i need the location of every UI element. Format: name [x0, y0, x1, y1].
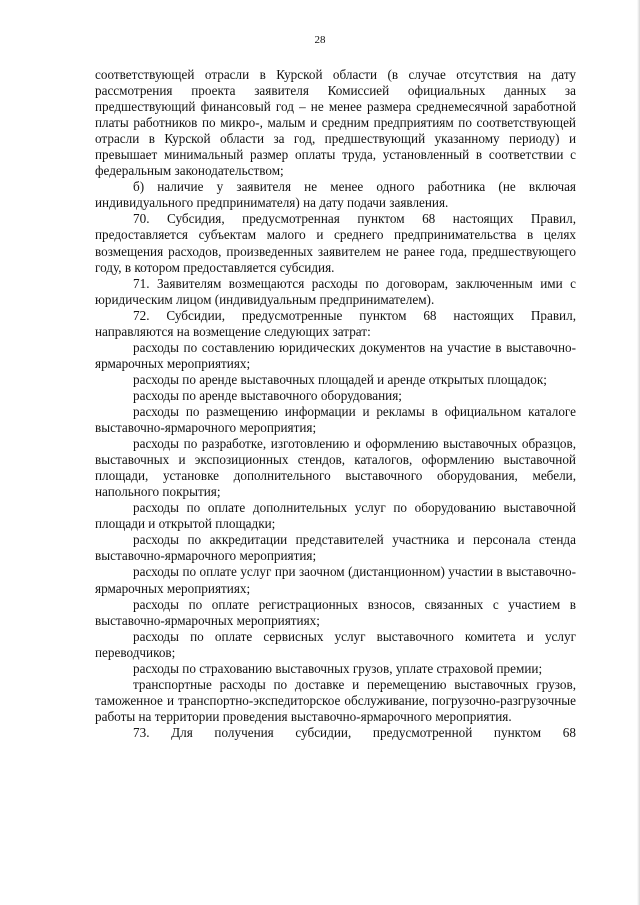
expense-item: расходы по размещению информации и рекламы в официальном каталоге выставочно-ярмарочного мероприятия;: [95, 403, 576, 436]
paragraph-73: 73. Для получения субсидии, предусмотренной пунктом 68: [133, 724, 576, 740]
expense-item: расходы по оплате сервисных услуг выставочного комитета и услуг переводчиков;: [95, 628, 576, 660]
expense-item: расходы по оплате услуг при заочном (дистанционном) участии в выставочно-ярмарочных мероприятиях;: [95, 564, 576, 596]
paragraph-71: 71. Заявителям возмещаются расходы по договорам, заключенным ими с юридическим лицом (индивидуальным предпринимателем).: [95, 275, 576, 307]
paragraph-continuation: соответствующей отрасли в Курской области (в случае отсутствия на дату рассмотрения проекта заявителя Комиссией официальных данных за предшествующий финансовый год – не менее размера среднемесячной заработной платы работников по микро-, малым и средним предприятиям по соответствующей отрасли в Курской области за год, предшествующий указанному периоду) и превышает минимальный размер оплаты труда, установленный в соответствии с федеральным законодательством;: [95, 67, 576, 179]
expense-item: расходы по аккредитации представителей участника и персонала стенда выставочно-ярмарочного мероприятия;: [95, 532, 576, 564]
expense-item: расходы по страхованию выставочных грузов, уплате страховой премии;: [133, 660, 543, 676]
paragraph-72: 72. Субсидии, предусмотренные пунктом 68 настоящих Правил, направляются на возмещение следующих затрат:: [95, 307, 576, 339]
expense-item: расходы по оплате дополнительных услуг по оборудованию выставочной площади и открытой площадки;: [95, 500, 576, 532]
expense-item: транспортные расходы по доставке и перемещению выставочных грузов, таможенное и транспортно-экспедиторское обслуживание, погрузочно-разгрузочные работы на территории проведения выставочно-ярмарочного мероприятия.: [95, 676, 576, 724]
expense-item: расходы по оплате регистрационных взносов, связанных с участием в выставочно-ярмарочных мероприятиях;: [95, 596, 576, 628]
expense-item: расходы по аренде выставочного оборудования;: [133, 387, 402, 403]
expense-item: расходы по аренде выставочных площадей и аренде открытых площадок;: [133, 371, 547, 387]
expense-item: расходы по разработке, изготовлению и оформлению выставочных образцов, выставочных и экспозиционных стендов, каталогов, оформлению выставочной площади, установке дополнительного выставочного оборудования, мебели, напольного покрытия;: [95, 436, 576, 500]
document-body: [95, 67, 576, 741]
paragraph-item-b: б) наличие у заявителя не менее одного работника (не включая индивидуального предпринимателя) на дату подачи заявления.: [95, 179, 576, 211]
page-number: 28: [314, 34, 326, 46]
expense-item: расходы по составлению юридических документов на участие в выставочно-ярмарочных мероприятиях;: [95, 339, 576, 371]
paragraph-70: 70. Субсидия, предусмотренная пунктом 68 настоящих Правил, предоставляется субъектам малого и среднего предпринимательства в целях возмещения расходов, произведенных заявителем не ранее года, предшествующего году, в котором предоставляется субсидия.: [95, 211, 576, 275]
